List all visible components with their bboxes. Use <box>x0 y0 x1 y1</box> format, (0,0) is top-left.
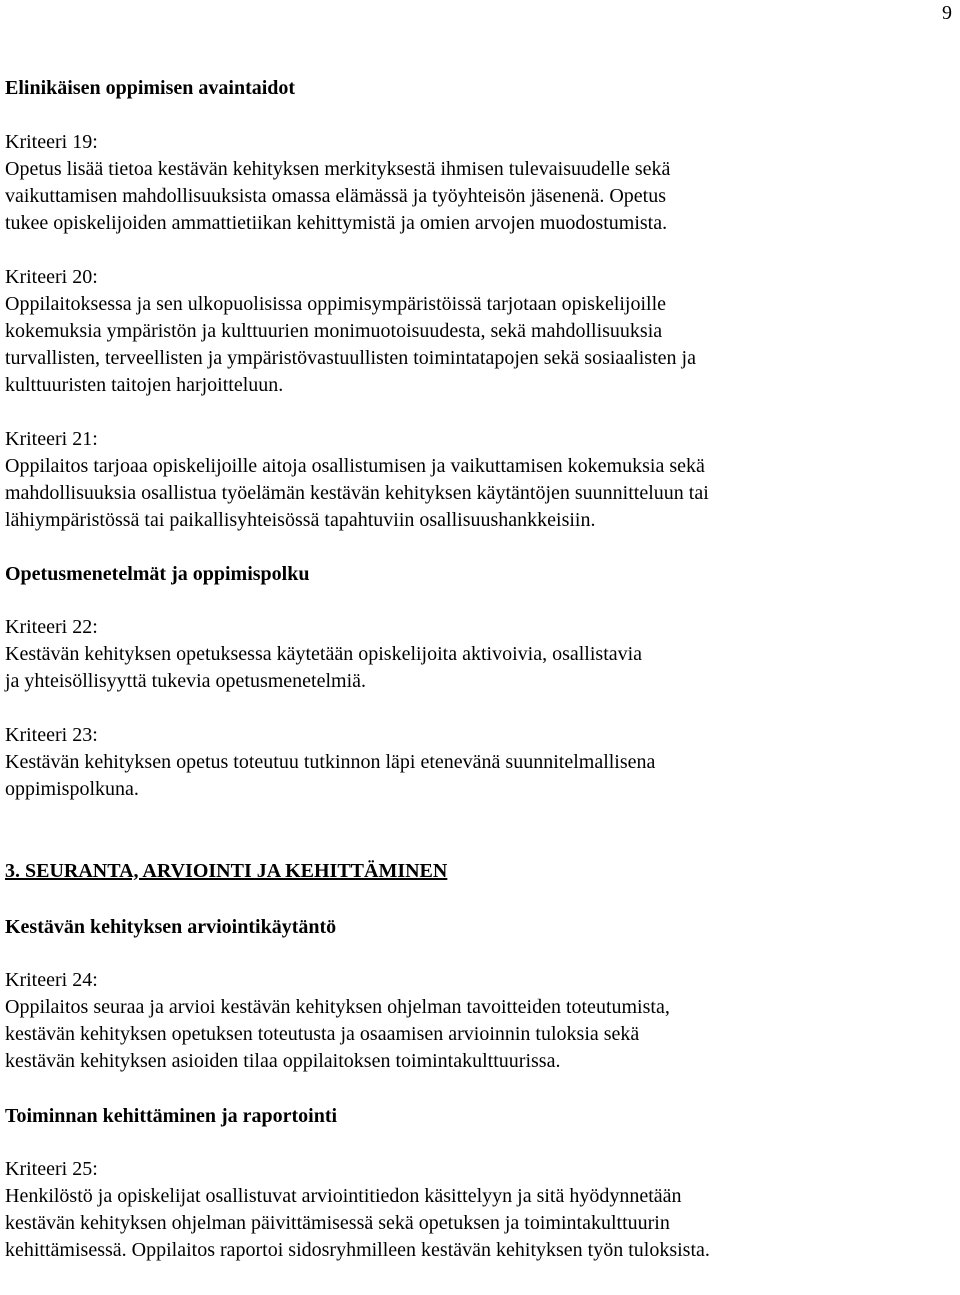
criterion-21-label: Kriteeri 21: <box>5 428 98 450</box>
criterion-24-label: Kriteeri 24: <box>5 969 98 991</box>
heading-teaching-methods: Opetusmenetelmät ja oppimispolku <box>5 563 310 585</box>
criterion-21-text-line: lähiympäristössä tai paikallisyhteisössä tapahtuviin osallisuushankkeisiin. <box>5 509 596 531</box>
criterion-25-text-line: kehittämisessä. Oppilaitos raportoi sidosryhmilleen kestävän kehityksen työn tuloksista. <box>5 1239 710 1261</box>
criterion-24-text-line: Oppilaitos seuraa ja arvioi kestävän kehityksen ohjelman tavoitteiden toteutumista, <box>5 996 670 1018</box>
criterion-22-label: Kriteeri 22: <box>5 616 98 638</box>
criterion-25 <box>5 1156 955 1264</box>
criterion-19-label: Kriteeri 19: <box>5 131 98 153</box>
heading-development-reporting: Toiminnan kehittäminen ja raportointi <box>5 1105 338 1127</box>
criterion-19 <box>5 129 955 237</box>
criterion-24-text-line: kestävän kehityksen opetuksen toteutusta ja osaamisen arvioinnin tuloksia sekä <box>5 1023 640 1045</box>
criterion-24-text-line: kestävän kehityksen asioiden tilaa oppilaitoksen toimintakulttuurissa. <box>5 1050 561 1072</box>
criterion-19-text-line: vaikuttamisen mahdollisuuksista omassa elämässä ja työyhteisön jäsenenä. Opetus <box>5 185 666 207</box>
heading-lifelong-learning: Elinikäisen oppimisen avaintaidot <box>5 77 296 99</box>
criterion-24 <box>5 967 955 1075</box>
criterion-20 <box>5 264 955 399</box>
criterion-22-text-line: ja yhteisöllisyyttä tukevia opetusmenetelmiä. <box>5 670 367 692</box>
criterion-25-text-line: Henkilöstö ja opiskelijat osallistuvat arviointitiedon käsittelyyn ja sitä hyödynnetään <box>5 1185 682 1207</box>
criterion-23-text-line: Kestävän kehityksen opetus toteutuu tutkinnon läpi etenevänä suunnitelmallisena <box>5 751 656 773</box>
criterion-25-label: Kriteeri 25: <box>5 1158 98 1180</box>
chapter-3-title: 3. SEURANTA, ARVIOINTI JA KEHITTÄMINEN <box>5 860 448 882</box>
criterion-21-text-line: Oppilaitos tarjoaa opiskelijoille aitoja osallistumisen ja vaikuttamisen kokemuksia sekä <box>5 455 705 477</box>
criterion-20-label: Kriteeri 20: <box>5 266 98 288</box>
document-body <box>5 74 955 1264</box>
criterion-22 <box>5 614 955 695</box>
heading-evaluation-practice: Kestävän kehityksen arviointikäytäntö <box>5 916 337 938</box>
criterion-23 <box>5 722 955 803</box>
criterion-23-label: Kriteeri 23: <box>5 724 98 746</box>
criterion-21-text-line: mahdollisuuksia osallistua työelämän kestävän kehityksen käytäntöjen suunnitteluun tai <box>5 482 709 504</box>
criterion-20-text-line: turvallisten, terveellisten ja ympäristövastuullisten toimintatapojen sekä sosiaalisten ja <box>5 347 696 369</box>
criterion-22-text-line: Kestävän kehityksen opetuksessa käytetään opiskelijoita aktivoivia, osallistavia <box>5 643 643 665</box>
criterion-20-text-line: kokemuksia ympäristön ja kulttuurien monimuotoisuudesta, sekä mahdollisuuksia <box>5 320 663 342</box>
criterion-19-text-line: tukee opiskelijoiden ammattietiikan kehittymistä ja omien arvojen muodostumista. <box>5 212 668 234</box>
criterion-25-text-line: kestävän kehityksen ohjelman päivittämisessä sekä opetuksen ja toimintakulttuurin <box>5 1212 670 1234</box>
criterion-20-text-line: kulttuuristen taitojen harjoitteluun. <box>5 374 284 396</box>
criterion-23-text-line: oppimispolkuna. <box>5 778 139 800</box>
criterion-21 <box>5 426 955 534</box>
criterion-19-text-line: Opetus lisää tietoa kestävän kehityksen merkityksestä ihmisen tulevaisuudelle sekä <box>5 158 671 180</box>
page-number: 9 <box>942 2 952 24</box>
criterion-20-text-line: Oppilaitoksessa ja sen ulkopuolisissa oppimisympäristöissä tarjotaan opiskelijoille <box>5 293 667 315</box>
